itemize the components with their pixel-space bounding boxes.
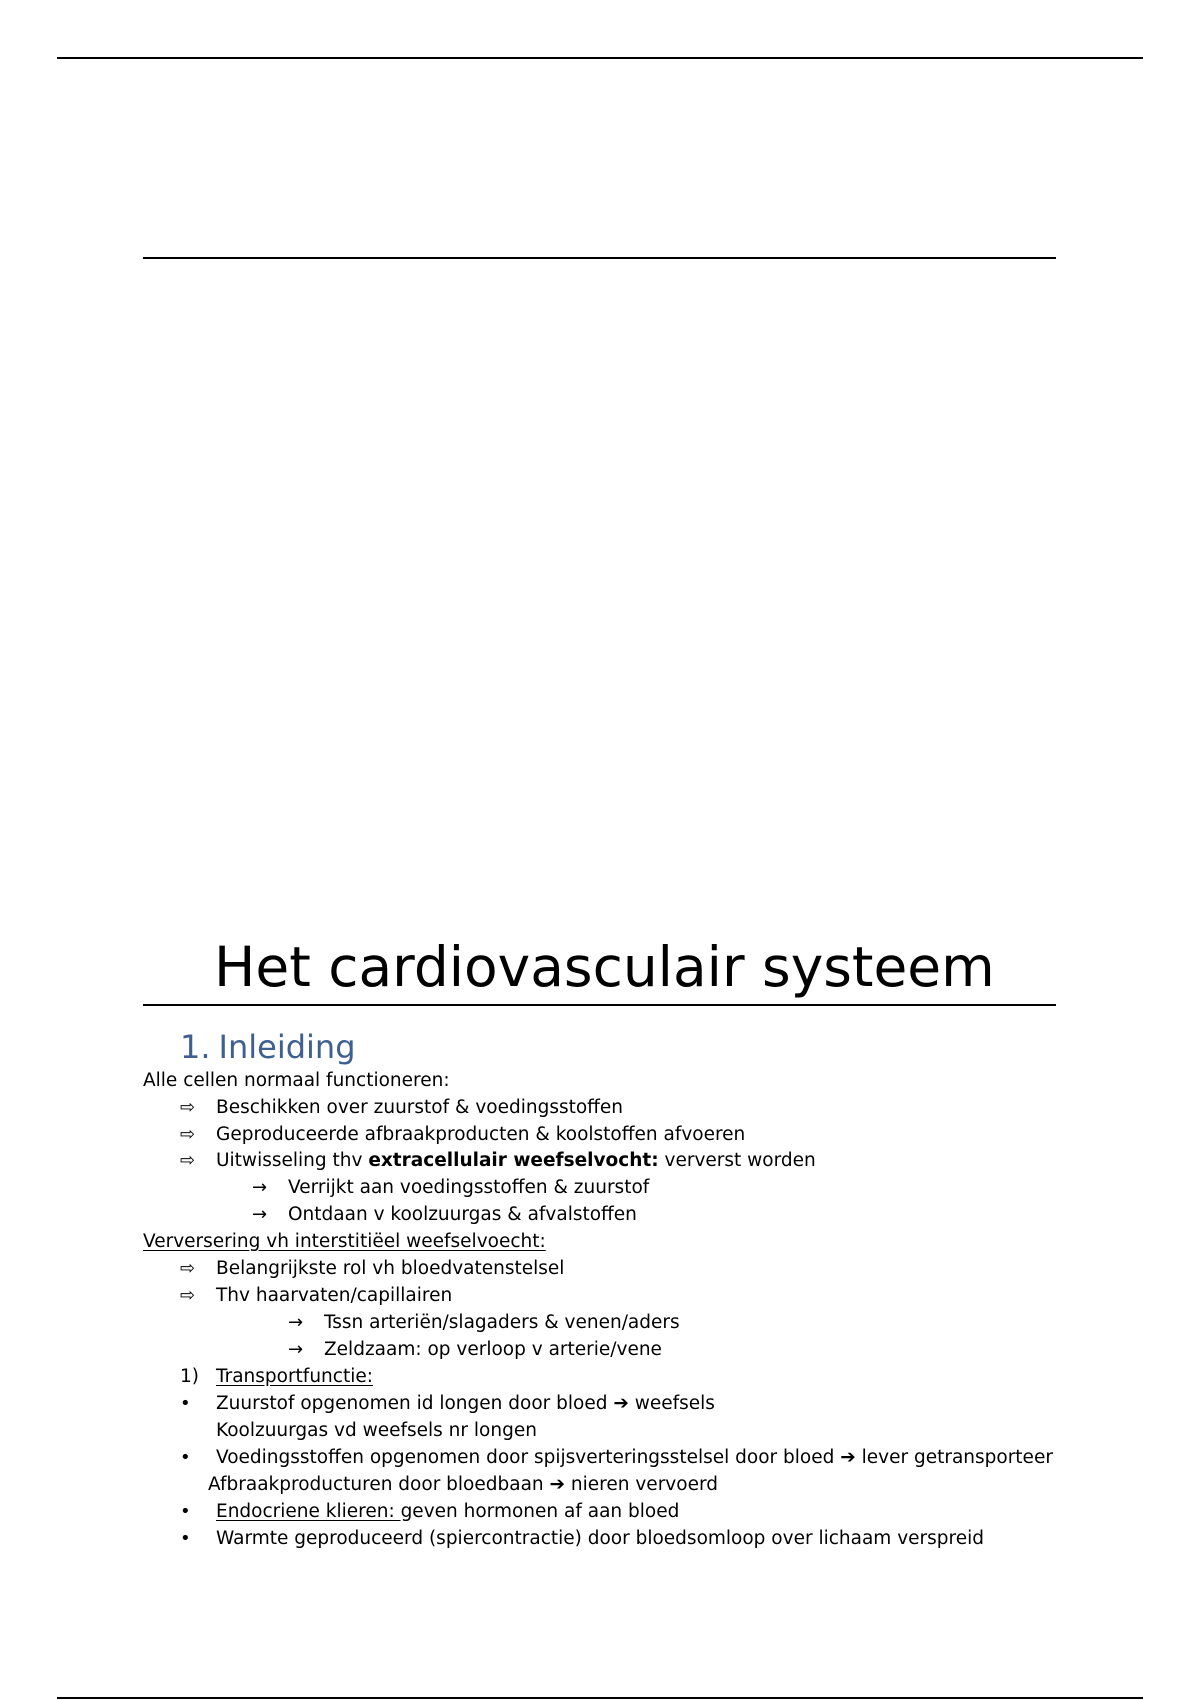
bullet-icon: • [180, 1393, 191, 1414]
sub-arrow-icon: → [252, 1177, 268, 1198]
waste-line [208, 1472, 718, 1498]
intro-item: Beschikken over zuurstof & voedingsstoffen [216, 1097, 624, 1118]
sub-arrow-icon: → [288, 1312, 304, 1333]
implies-arrow-icon: ➔ [613, 1393, 629, 1414]
implies-arrow-icon: ➔ [840, 1447, 856, 1468]
nutrients-pre: Voedingsstoffen opgenomen door spijsverteringsstelsel door bloed [216, 1447, 841, 1468]
cover-rule [143, 257, 1056, 259]
exchange-line [216, 1148, 816, 1174]
oxygen-line [216, 1391, 715, 1417]
sub-arrow-icon: → [252, 1204, 268, 1225]
refresh-heading: Verversering vh interstitiëel weefselvoecht: [143, 1231, 546, 1252]
page-bottom-rule [57, 1697, 1143, 1699]
waste-pre: Afbraakproducturen door bloedbaan [208, 1474, 550, 1495]
co2-line: Koolzuurgas vd weefsels nr longen [216, 1420, 537, 1441]
exchange-bold: extracellulair weefselvocht: [368, 1150, 659, 1171]
bullet-icon: • [180, 1501, 191, 1522]
refresh-item: Thv haarvaten/capillairen [216, 1285, 453, 1306]
intro-item: Geproduceerde afbraakproducten & koolstoffen afvoeren [216, 1124, 746, 1145]
bullet-icon: • [180, 1528, 191, 1549]
section-title: Inleiding [218, 1028, 356, 1066]
page-top-rule [57, 57, 1143, 59]
title-rule [143, 1004, 1056, 1006]
oxygen-pre: Zuurstof opgenomen id longen door bloed [216, 1393, 614, 1414]
arrow-bullet-icon: ⇨ [180, 1285, 196, 1306]
arrow-bullet-icon: ⇨ [180, 1150, 196, 1171]
exchange-post: ververst worden [658, 1150, 816, 1171]
transport-number: 1) [180, 1366, 199, 1387]
exchange-sub-item: Ontdaan v koolzuurgas & afvalstoffen [288, 1204, 637, 1225]
transport-heading: Transportfunctie: [216, 1366, 373, 1387]
capillary-sub-item: Tssn arteriën/slagaders & venen/aders [324, 1312, 680, 1333]
oxygen-post: weefsels [628, 1393, 715, 1414]
exchange-sub-item: Verrijkt aan voedingsstoffen & zuurstof [288, 1177, 650, 1198]
nutrients-line [216, 1445, 1053, 1471]
bullet-icon: • [180, 1447, 191, 1468]
section-heading [180, 1027, 356, 1067]
endocrine-label: Endocriene klieren: [216, 1501, 401, 1522]
heat-line: Warmte geproduceerd (spiercontractie) door bloedsomloop over lichaam verspreid [216, 1528, 984, 1549]
nutrients-post: lever getransporteer [855, 1447, 1053, 1468]
endocrine-line [216, 1499, 679, 1525]
arrow-bullet-icon: ⇨ [180, 1258, 196, 1279]
exchange-pre: Uitwisseling thv [216, 1150, 369, 1171]
intro-line: Alle cellen normaal functioneren: [143, 1070, 450, 1091]
endocrine-text: geven hormonen af aan bloed [400, 1501, 680, 1522]
implies-arrow-icon: ➔ [549, 1474, 566, 1495]
document-title: Het cardiovasculair systeem [214, 935, 995, 999]
arrow-bullet-icon: ⇨ [180, 1097, 196, 1118]
arrow-bullet-icon: ⇨ [180, 1124, 196, 1145]
sub-arrow-icon: → [288, 1339, 304, 1360]
waste-post: nieren vervoerd [565, 1474, 718, 1495]
refresh-item: Belangrijkste rol vh bloedvatenstelsel [216, 1258, 565, 1279]
section-number: 1. [180, 1028, 211, 1066]
capillary-sub-item: Zeldzaam: op verloop v arterie/vene [324, 1339, 662, 1360]
